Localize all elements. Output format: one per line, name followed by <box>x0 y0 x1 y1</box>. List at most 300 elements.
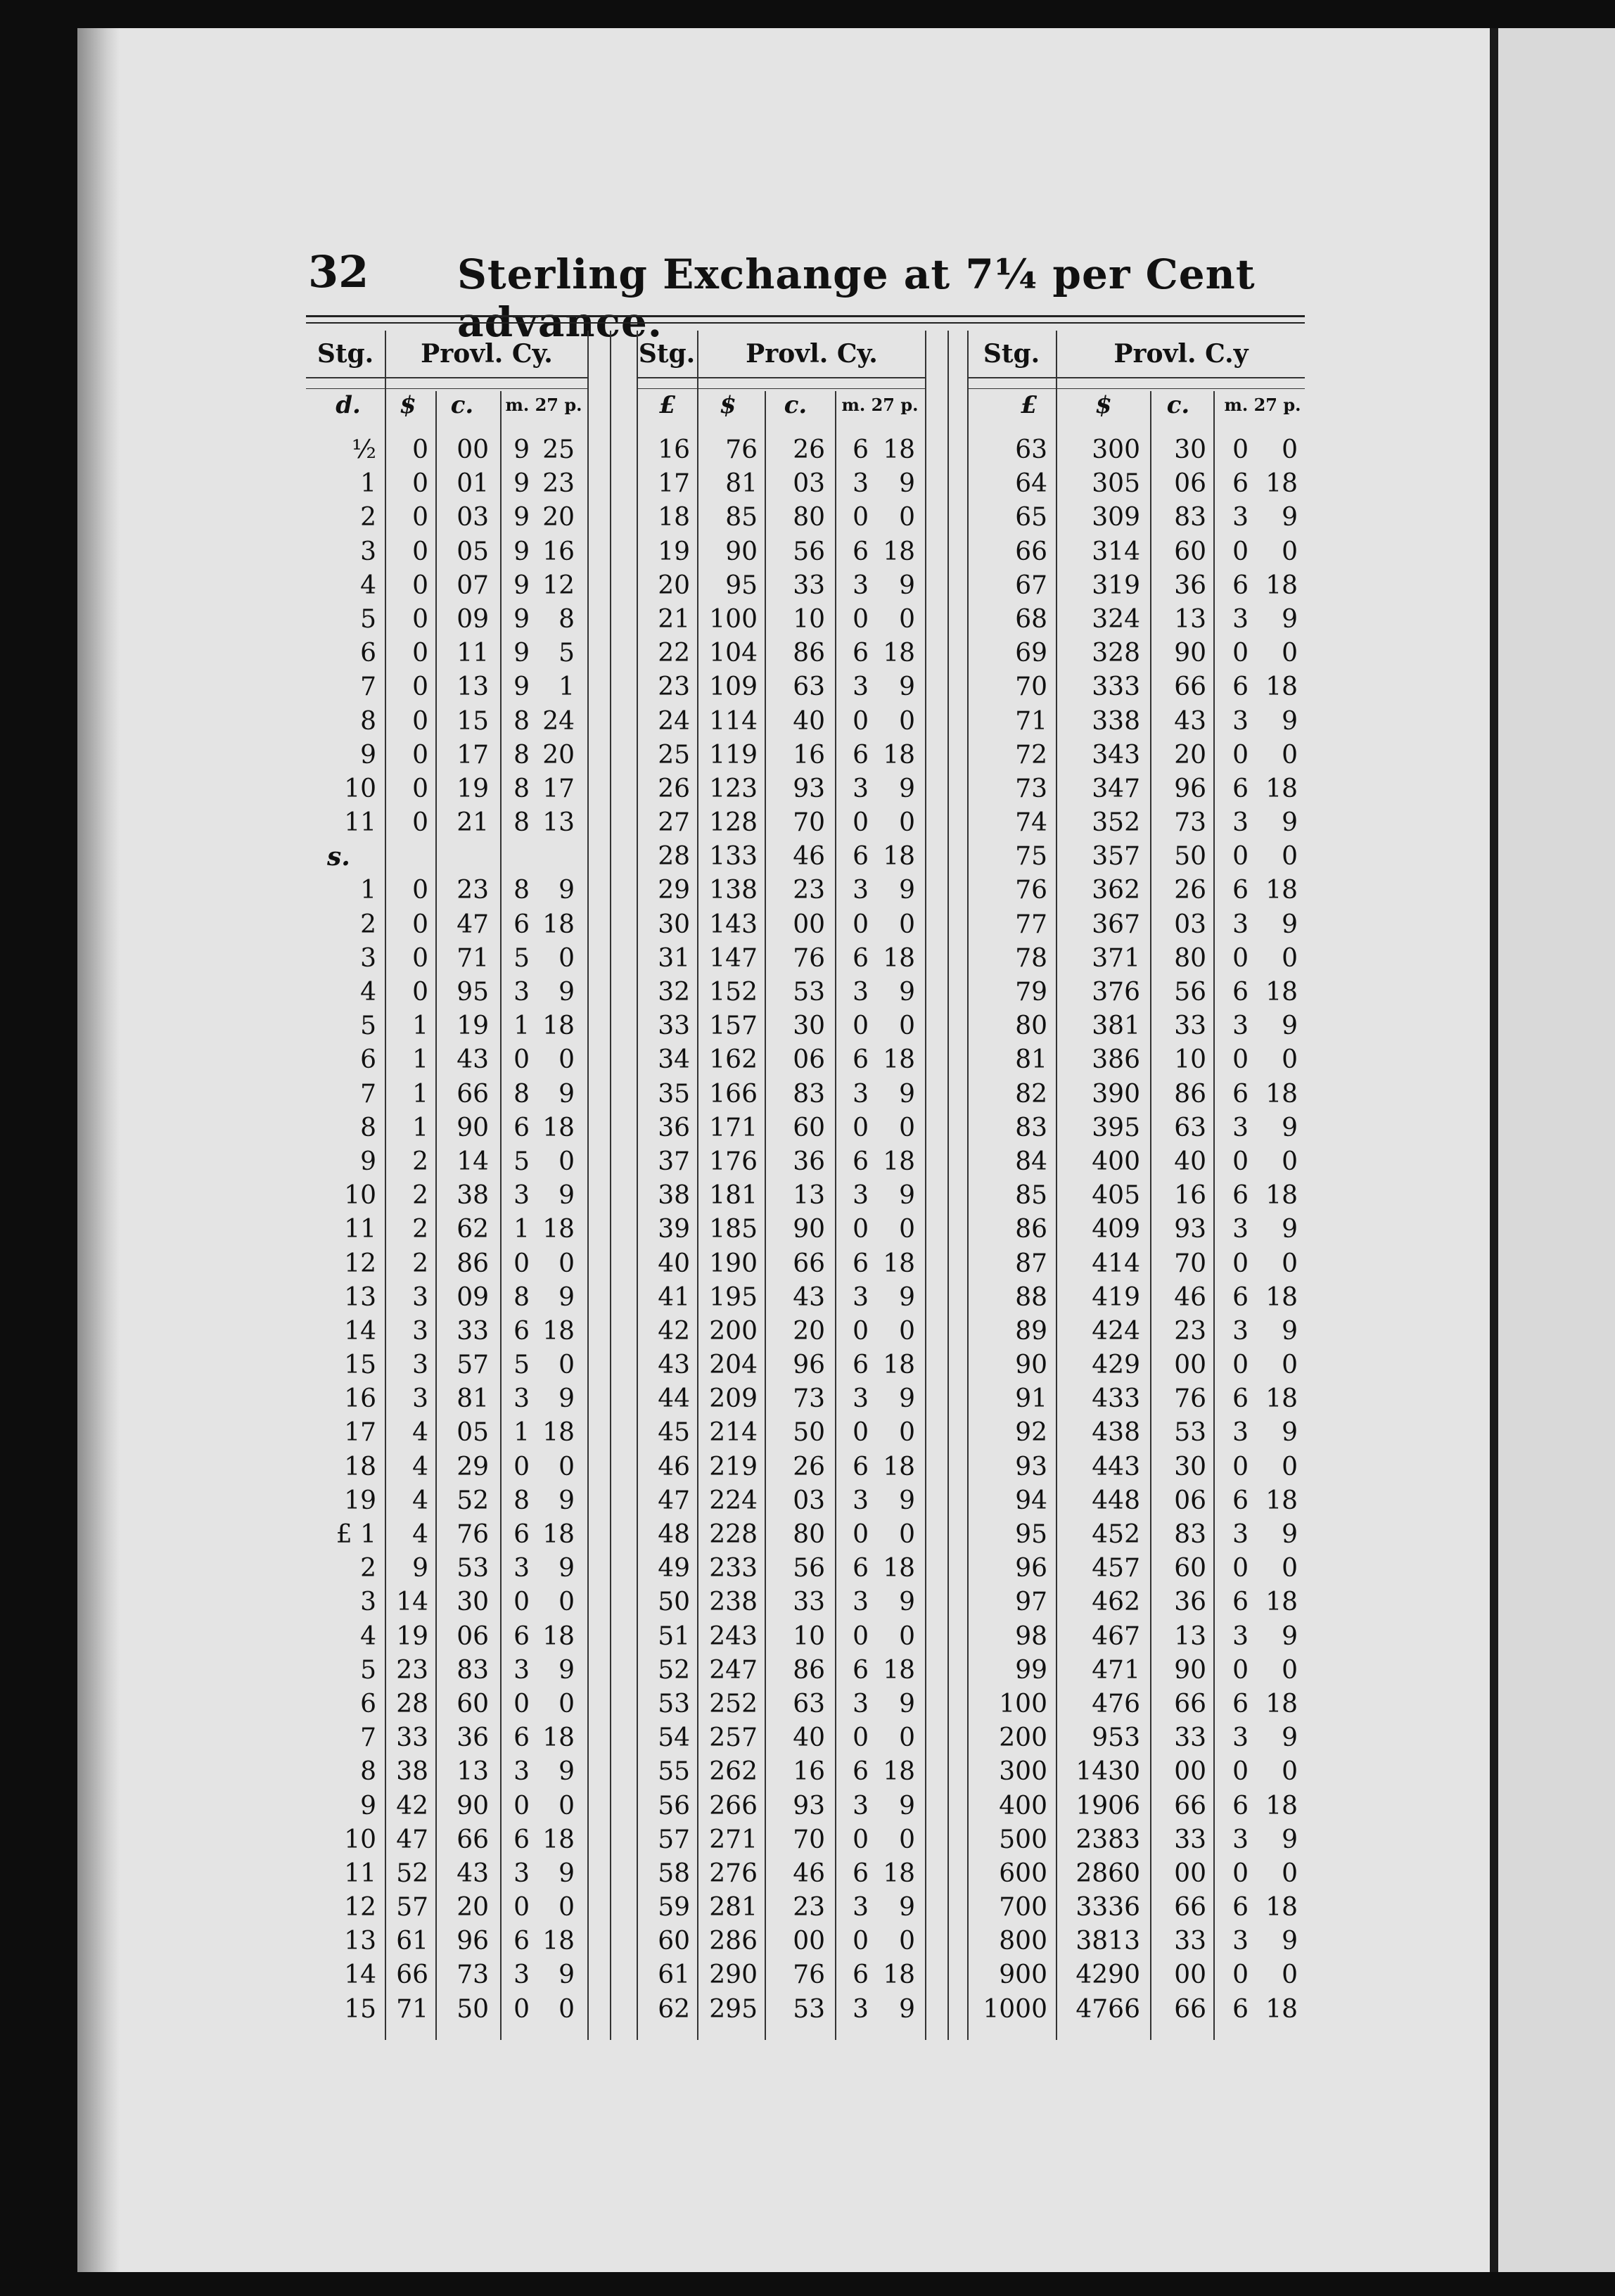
cell-stg: 21 <box>658 604 690 634</box>
cell-d: 347 <box>1092 774 1140 803</box>
unit-m27p: m. 27 p. <box>505 395 582 415</box>
cell-p: 18 <box>1265 570 1298 600</box>
table-row <box>637 739 925 772</box>
table-row <box>306 739 587 772</box>
cell-d: 295 <box>709 1994 758 2024</box>
cell-d: 0 <box>412 672 428 702</box>
cell-stg: 53 <box>658 1689 690 1718</box>
cell-m: 0 <box>853 1927 869 1956</box>
cell-d: 162 <box>709 1045 758 1075</box>
cell-stg: 67 <box>1015 570 1047 600</box>
cell-m: 0 <box>853 604 869 634</box>
cell-m: 0 <box>1232 1960 1249 1990</box>
cell-stg: 10 <box>344 1181 376 1211</box>
cell-c: 86 <box>457 1249 489 1278</box>
cell-d: 271 <box>709 1825 758 1854</box>
cell-stg: 3 <box>360 537 376 566</box>
cell-stg: 4 <box>360 570 376 600</box>
cell-m: 0 <box>1232 1249 1249 1278</box>
cell-stg: 13 <box>344 1282 376 1312</box>
cell-d: 3 <box>412 1351 428 1380</box>
cell-stg: 68 <box>1015 604 1047 634</box>
cell-c: 00 <box>793 910 825 939</box>
cell-m: 8 <box>513 1079 530 1109</box>
cell-stg: 88 <box>1015 1282 1047 1312</box>
cell-m: 6 <box>853 1757 869 1787</box>
cell-stg: 7 <box>360 1079 376 1109</box>
cell-p: 18 <box>883 842 915 872</box>
cell-d: 9 <box>412 1554 428 1583</box>
cell-p: 0 <box>558 1689 575 1718</box>
cell-c: 57 <box>457 1351 489 1380</box>
cell-c: 53 <box>793 978 825 1007</box>
cell-m: 6 <box>853 1452 869 1481</box>
cell-stg: 41 <box>658 1282 690 1312</box>
cell-c: 16 <box>793 740 825 770</box>
cell-c: 83 <box>1174 503 1206 532</box>
table-row <box>637 1823 925 1857</box>
cell-p: 1 <box>558 672 575 702</box>
col-rule <box>385 331 386 2040</box>
cell-m: 3 <box>853 1384 869 1414</box>
cell-c: 40 <box>793 706 825 736</box>
cell-m: 6 <box>853 1351 869 1380</box>
table-row <box>306 637 587 670</box>
cell-m: 0 <box>853 910 869 939</box>
table-row <box>306 1281 587 1315</box>
cell-m: 3 <box>1232 910 1249 939</box>
cell-stg: 19 <box>658 537 690 566</box>
cell-p: 18 <box>1265 1994 1298 2024</box>
cell-stg: 27 <box>658 808 690 838</box>
table-row <box>967 467 1305 501</box>
cell-stg: 16 <box>344 1384 376 1414</box>
cell-c: 53 <box>1174 1418 1206 1448</box>
cell-c: 66 <box>457 1079 489 1109</box>
cell-d: 390 <box>1092 1079 1140 1109</box>
cell-p: 18 <box>542 1215 575 1244</box>
cell-stg: 26 <box>658 774 690 803</box>
cell-d: 147 <box>709 943 758 973</box>
table-row <box>967 1416 1305 1450</box>
cell-m: 6 <box>853 842 869 872</box>
cell-m: 3 <box>513 1554 530 1583</box>
cell-p: 18 <box>1265 1181 1298 1211</box>
cell-p: 0 <box>1282 1960 1298 1990</box>
cell-m: 1 <box>513 1215 530 1244</box>
cell-m: 0 <box>853 1520 869 1549</box>
cell-c: 11 <box>457 639 489 668</box>
cell-stg: 65 <box>1015 503 1047 532</box>
cell-d: 429 <box>1092 1351 1140 1380</box>
cell-d: 319 <box>1092 570 1140 600</box>
table-row <box>967 1688 1305 1721</box>
cell-d: 195 <box>709 1282 758 1312</box>
cell-c: 50 <box>1174 842 1206 872</box>
cell-m: 0 <box>513 1588 530 1617</box>
col-rule <box>697 331 698 2040</box>
cell-p: 0 <box>558 1045 575 1075</box>
table-row <box>967 1586 1305 1619</box>
cell-c: 15 <box>457 706 489 736</box>
col-header-stg: Stg. <box>317 339 374 369</box>
cell-d: 0 <box>412 808 428 838</box>
cell-d: 71 <box>396 1994 428 2024</box>
col-rule <box>1150 391 1151 2040</box>
unit-m27p: m. 27 p. <box>841 395 919 415</box>
cell-c: 10 <box>793 1621 825 1651</box>
cell-p: 9 <box>558 1655 575 1685</box>
header-underline-2 <box>637 377 925 378</box>
cell-c: 81 <box>457 1384 489 1414</box>
cell-stg: 6 <box>360 1045 376 1075</box>
cell-d: 3813 <box>1075 1927 1140 1956</box>
cell-stg: 9 <box>360 1147 376 1176</box>
cell-stg: 12 <box>344 1249 376 1278</box>
cell-p: 9 <box>558 978 575 1007</box>
cell-m: 8 <box>513 740 530 770</box>
cell-stg: 3 <box>360 1588 376 1617</box>
cell-p: 9 <box>899 978 915 1007</box>
cell-m: 3 <box>1232 503 1249 532</box>
cell-c: 90 <box>1174 639 1206 668</box>
table-group-2 <box>637 331 925 2040</box>
cell-p: 9 <box>899 1181 915 1211</box>
table-row <box>306 1111 587 1145</box>
cell-c: 33 <box>793 570 825 600</box>
cell-d: 4 <box>412 1520 428 1549</box>
table-row <box>967 1721 1305 1755</box>
cell-c: 07 <box>457 570 489 600</box>
table-row <box>306 908 587 942</box>
cell-c: 10 <box>1174 1045 1206 1075</box>
table-row <box>306 1518 587 1552</box>
cell-p: 9 <box>1282 1621 1298 1651</box>
table-row <box>306 874 587 907</box>
cell-d: 0 <box>412 943 428 973</box>
table-row <box>967 1213 1305 1246</box>
cell-m: 3 <box>1232 808 1249 838</box>
table-row <box>306 1043 587 1077</box>
cell-d: 0 <box>412 978 428 1007</box>
cell-stg: 8 <box>360 706 376 736</box>
cell-m: 0 <box>1232 740 1249 770</box>
cell-c: 52 <box>457 1486 489 1515</box>
cell-p: 0 <box>558 1994 575 2024</box>
cell-p: 0 <box>899 1316 915 1346</box>
cell-d: 0 <box>412 570 428 600</box>
cell-m: 9 <box>513 604 530 634</box>
table-row <box>306 1213 587 1246</box>
table-row <box>967 1111 1305 1145</box>
cell-p: 18 <box>1265 1893 1298 1922</box>
cell-m: 6 <box>1232 774 1249 803</box>
cell-stg: 33 <box>658 1012 690 1041</box>
table-group-3 <box>967 331 1305 2040</box>
cell-p: 18 <box>883 1452 915 1481</box>
cell-stg: 5 <box>360 604 376 634</box>
cell-m: 6 <box>1232 978 1249 1007</box>
cell-stg: 75 <box>1015 842 1047 872</box>
cell-m: 9 <box>513 672 530 702</box>
table-row <box>637 1790 925 1823</box>
cell-c: 93 <box>793 774 825 803</box>
table-row <box>967 1925 1305 1958</box>
table-row <box>306 1586 587 1619</box>
cell-c: 20 <box>793 1316 825 1346</box>
cell-m: 6 <box>853 1249 869 1278</box>
cell-stg: 7 <box>360 672 376 702</box>
cell-m: 6 <box>513 910 530 939</box>
cell-d: 1 <box>412 1113 428 1142</box>
cell-p: 18 <box>1265 876 1298 905</box>
table-row <box>637 1586 925 1619</box>
col-rule <box>587 331 589 2040</box>
table-row <box>306 1857 587 1891</box>
cell-c: 23 <box>793 1893 825 1922</box>
table-row <box>967 1315 1305 1348</box>
cell-m: 3 <box>1232 1215 1249 1244</box>
cell-p: 0 <box>899 1723 915 1753</box>
cell-p: 18 <box>883 1655 915 1685</box>
cell-stg: 83 <box>1015 1113 1047 1142</box>
cell-m: 6 <box>1232 1893 1249 1922</box>
cell-c: 33 <box>1174 1825 1206 1854</box>
cell-d: 128 <box>709 808 758 838</box>
cell-d: 4 <box>412 1418 428 1448</box>
cell-stg: 5 <box>360 1655 376 1685</box>
cell-p: 18 <box>1265 774 1298 803</box>
cell-stg: 800 <box>999 1927 1047 1956</box>
cell-m: 6 <box>853 1655 869 1685</box>
cell-m: 8 <box>513 808 530 838</box>
table-row <box>306 942 587 976</box>
table-row <box>637 1993 925 2027</box>
cell-stg: 38 <box>658 1181 690 1211</box>
cell-m: 0 <box>1232 943 1249 973</box>
cell-m: 6 <box>513 1927 530 1956</box>
cell-c: 00 <box>1174 1757 1206 1787</box>
cell-d: 0 <box>412 503 428 532</box>
cell-p: 9 <box>899 1384 915 1414</box>
cell-stg: 6 <box>360 639 376 668</box>
cell-d: 109 <box>709 672 758 702</box>
cell-stg: 99 <box>1015 1655 1047 1685</box>
cell-stg: 39 <box>658 1215 690 1244</box>
cell-p: 9 <box>899 1689 915 1718</box>
cell-c: 38 <box>457 1181 489 1211</box>
table-row <box>637 840 925 874</box>
table-row <box>967 874 1305 907</box>
cell-d: 166 <box>709 1079 758 1109</box>
unit-row <box>967 391 1305 433</box>
cell-c: 19 <box>457 774 489 803</box>
unit-row <box>306 391 587 433</box>
cell-stg: 64 <box>1015 469 1047 499</box>
cell-c: 83 <box>793 1079 825 1109</box>
cell-d: 300 <box>1092 435 1140 464</box>
table-row <box>967 772 1305 806</box>
cell-m: 6 <box>853 1147 869 1176</box>
cell-c: 03 <box>793 469 825 499</box>
cell-stg: 74 <box>1015 808 1047 838</box>
cell-stg: 42 <box>658 1316 690 1346</box>
cell-m: 3 <box>853 1791 869 1820</box>
cell-m: 6 <box>853 1554 869 1583</box>
cell-d: 81 <box>725 469 758 499</box>
cell-stg: 35 <box>658 1079 690 1109</box>
cell-p: 18 <box>883 1351 915 1380</box>
cell-p: 9 <box>899 570 915 600</box>
cell-d: 0 <box>412 706 428 736</box>
table-row <box>637 1111 925 1145</box>
cell-d: 33 <box>396 1723 428 1753</box>
page-number: 32 <box>308 246 369 298</box>
cell-m: 3 <box>1232 1012 1249 1041</box>
cell-p: 0 <box>899 1927 915 1956</box>
cell-p: 9 <box>1282 604 1298 634</box>
cell-m: 6 <box>1232 1486 1249 1515</box>
cell-c: 60 <box>1174 1554 1206 1583</box>
cell-c: 60 <box>457 1689 489 1718</box>
table-row <box>306 1993 587 2027</box>
cell-stg: 45 <box>658 1418 690 1448</box>
unit-dollar: $ <box>1095 391 1112 419</box>
cell-p: 18 <box>1265 1384 1298 1414</box>
cell-p: 18 <box>1265 469 1298 499</box>
cell-p: 18 <box>883 740 915 770</box>
table-row <box>967 603 1305 637</box>
cell-p: 18 <box>883 1757 915 1787</box>
cell-stg: 71 <box>1015 706 1047 736</box>
cell-stg: 15 <box>344 1994 376 2024</box>
cell-m: 6 <box>1232 469 1249 499</box>
cell-c: 14 <box>457 1147 489 1176</box>
cell-m: 0 <box>513 1893 530 1922</box>
cell-c: 76 <box>457 1520 489 1549</box>
cell-p: 8 <box>558 604 575 634</box>
table-row <box>637 1145 925 1179</box>
cell-d: 457 <box>1092 1554 1140 1583</box>
cell-stg: 17 <box>344 1418 376 1448</box>
cell-stg: 17 <box>658 469 690 499</box>
cell-c: 26 <box>793 435 825 464</box>
cell-c: 73 <box>793 1384 825 1414</box>
cell-c: 33 <box>793 1588 825 1617</box>
table-row <box>967 1823 1305 1857</box>
cell-c: 13 <box>1174 1621 1206 1651</box>
cell-d: 2860 <box>1075 1858 1140 1888</box>
cell-p: 9 <box>1282 503 1298 532</box>
cell-d: 52 <box>396 1858 428 1888</box>
cell-c: 36 <box>1174 570 1206 600</box>
cell-p: 0 <box>899 1418 915 1448</box>
cell-m: 0 <box>1232 1452 1249 1481</box>
table-row <box>967 1009 1305 1043</box>
cell-m: 3 <box>1232 1825 1249 1854</box>
cell-stg: 18 <box>344 1452 376 1481</box>
cell-p: 0 <box>899 910 915 939</box>
cell-stg: 43 <box>658 1351 690 1380</box>
cell-c: 96 <box>1174 774 1206 803</box>
cell-d: 152 <box>709 978 758 1007</box>
cell-m: 6 <box>853 1045 869 1075</box>
cell-m: 6 <box>513 1621 530 1651</box>
cell-stg: 34 <box>658 1045 690 1075</box>
cell-stg: 92 <box>1015 1418 1047 1448</box>
table-row <box>967 1179 1305 1213</box>
cell-d: 38 <box>396 1757 428 1787</box>
cell-m: 8 <box>513 1282 530 1312</box>
cell-c: 29 <box>457 1452 489 1481</box>
cell-stg: 14 <box>344 1316 376 1346</box>
table-row <box>306 1315 587 1348</box>
cell-p: 18 <box>542 1113 575 1142</box>
table-row <box>637 569 925 603</box>
cell-d: 400 <box>1092 1147 1140 1176</box>
cell-m: 0 <box>853 1012 869 1041</box>
cell-d: 42 <box>396 1791 428 1820</box>
cell-stg: 50 <box>658 1588 690 1617</box>
cell-d: 257 <box>709 1723 758 1753</box>
cell-stg: 48 <box>658 1520 690 1549</box>
table-row <box>637 637 925 670</box>
cell-m: 3 <box>513 1858 530 1888</box>
rows-group-1 <box>306 433 587 2027</box>
table-row <box>306 772 587 806</box>
cell-stg: 66 <box>1015 537 1047 566</box>
cell-m: 3 <box>853 774 869 803</box>
cell-c: 43 <box>793 1282 825 1312</box>
cell-d: 200 <box>709 1316 758 1346</box>
cell-m: 3 <box>853 978 869 1007</box>
cell-p: 9 <box>558 1757 575 1787</box>
cell-m: 6 <box>853 740 869 770</box>
unit-line-3 <box>967 388 1305 389</box>
table-row <box>637 1484 925 1518</box>
cell-stg: 93 <box>1015 1452 1047 1481</box>
table-row <box>306 1145 587 1179</box>
cell-c: 90 <box>457 1791 489 1820</box>
cell-c: 66 <box>1174 1689 1206 1718</box>
table-row <box>967 908 1305 942</box>
cell-m: 3 <box>1232 604 1249 634</box>
cell-d: 214 <box>709 1418 758 1448</box>
cell-d: 381 <box>1092 1012 1140 1041</box>
cell-c: 00 <box>1174 1960 1206 1990</box>
table-row <box>637 874 925 907</box>
header-underline-1 <box>306 377 587 378</box>
cell-m: 3 <box>853 1893 869 1922</box>
cell-d: 443 <box>1092 1452 1140 1481</box>
unit-pound: £ <box>659 391 676 419</box>
cell-c: 36 <box>457 1723 489 1753</box>
table-row <box>967 1450 1305 1484</box>
cell-d: 324 <box>1092 604 1140 634</box>
table-row <box>306 1688 587 1721</box>
table-row <box>967 840 1305 874</box>
cell-c: 00 <box>1174 1351 1206 1380</box>
cell-p: 0 <box>558 1147 575 1176</box>
cell-p: 13 <box>542 808 575 838</box>
cell-d: 1430 <box>1075 1757 1140 1787</box>
cell-c: 30 <box>457 1588 489 1617</box>
cell-m: 3 <box>1232 1113 1249 1142</box>
cell-m: 6 <box>1232 1689 1249 1718</box>
table-row <box>637 1281 925 1315</box>
cell-c: 43 <box>1174 706 1206 736</box>
cell-d: 476 <box>1092 1689 1140 1718</box>
